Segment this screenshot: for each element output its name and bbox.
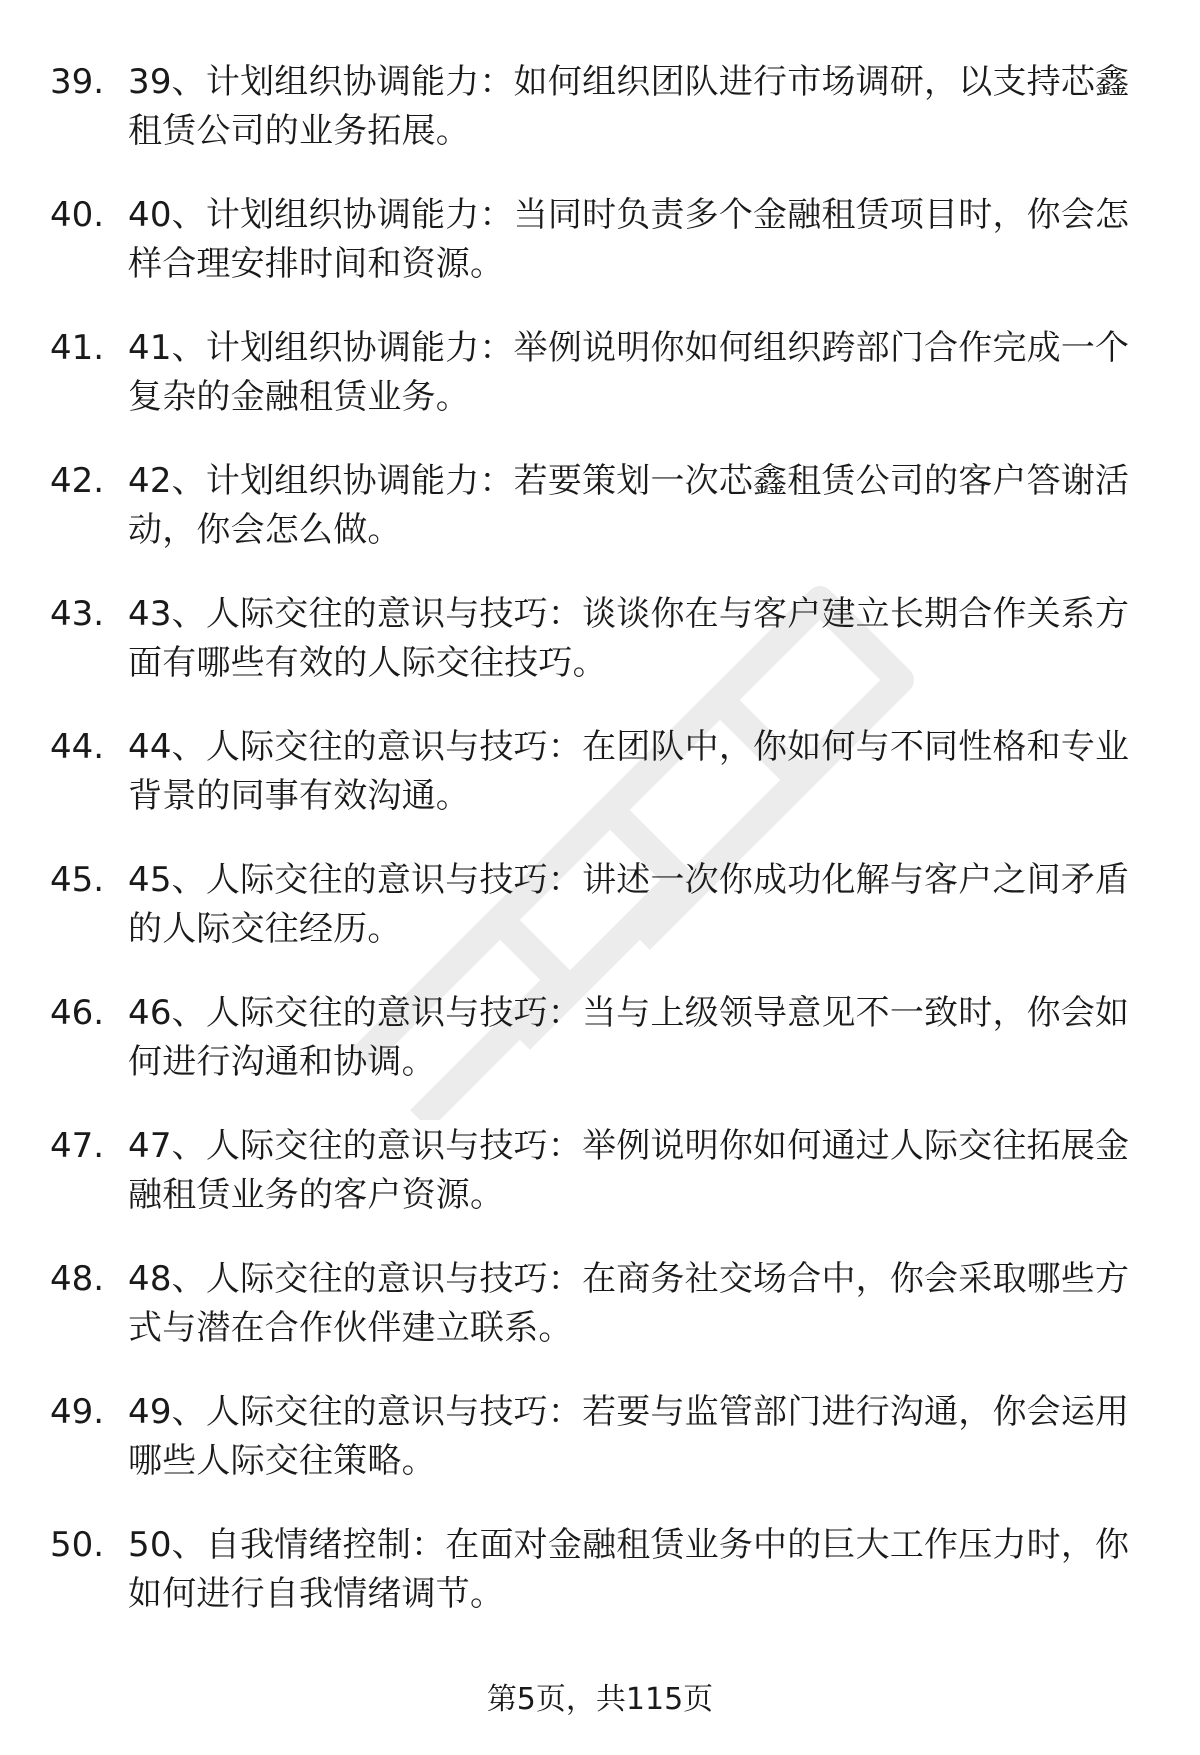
question-item (0, 590, 1200, 716)
question-text: 42、计划组织协调能力：若要策划一次芯鑫租赁公司的客户答谢活动，你会怎么做。 (128, 461, 1130, 550)
question-item (0, 1255, 1200, 1381)
question-number: 42. (50, 461, 105, 501)
question-number: 47. (50, 1126, 105, 1166)
question-number: 50. (50, 1525, 105, 1565)
question-item (0, 723, 1200, 849)
question-item (0, 1388, 1200, 1514)
question-item (0, 856, 1200, 982)
question-text: 44、人际交往的意识与技巧：在团队中，你如何与不同性格和专业背景的同事有效沟通。 (128, 727, 1130, 816)
question-text: 41、计划组织协调能力：举例说明你如何组织跨部门合作完成一个复杂的金融租赁业务。 (128, 328, 1130, 417)
question-item (0, 1122, 1200, 1248)
question-text: 40、计划组织协调能力：当同时负责多个金融租赁项目时，你会怎样合理安排时间和资源。 (128, 195, 1130, 284)
question-item (0, 324, 1200, 450)
question-item (0, 191, 1200, 317)
question-text: 46、人际交往的意识与技巧：当与上级领导意见不一致时，你会如何进行沟通和协调。 (128, 993, 1130, 1082)
question-item (0, 989, 1200, 1115)
question-item (0, 58, 1200, 184)
question-text: 47、人际交往的意识与技巧：举例说明你如何通过人际交往拓展金融租赁业务的客户资源。 (128, 1126, 1130, 1215)
question-item (0, 1521, 1200, 1647)
question-number: 46. (50, 993, 105, 1033)
question-number: 40. (50, 195, 105, 235)
question-text: 48、人际交往的意识与技巧：在商务社交场合中，你会采取哪些方式与潜在合作伙伴建立联系。 (128, 1259, 1130, 1348)
question-number: 41. (50, 328, 105, 368)
question-text: 45、人际交往的意识与技巧：讲述一次你成功化解与客户之间矛盾的人际交往经历。 (128, 860, 1130, 949)
question-number: 44. (50, 727, 105, 767)
page-number-footer: 第5页，共115页 (486, 1682, 714, 1717)
question-text: 39、计划组织协调能力：如何组织团队进行市场调研，以支持芯鑫租赁公司的业务拓展。 (128, 62, 1130, 151)
question-number: 39. (50, 62, 105, 102)
question-text: 49、人际交往的意识与技巧：若要与监管部门进行沟通，你会运用哪些人际交往策略。 (128, 1392, 1130, 1481)
question-number: 48. (50, 1259, 105, 1299)
question-text: 43、人际交往的意识与技巧：谈谈你在与客户建立长期合作关系方面有哪些有效的人际交往技巧。 (128, 594, 1130, 683)
question-item (0, 457, 1200, 583)
question-list (0, 58, 1200, 1654)
question-number: 43. (50, 594, 105, 634)
question-text: 50、自我情绪控制：在面对金融租赁业务中的巨大工作压力时，你如何进行自我情绪调节。 (128, 1525, 1130, 1614)
question-number: 49. (50, 1392, 105, 1432)
question-number: 45. (50, 860, 105, 900)
